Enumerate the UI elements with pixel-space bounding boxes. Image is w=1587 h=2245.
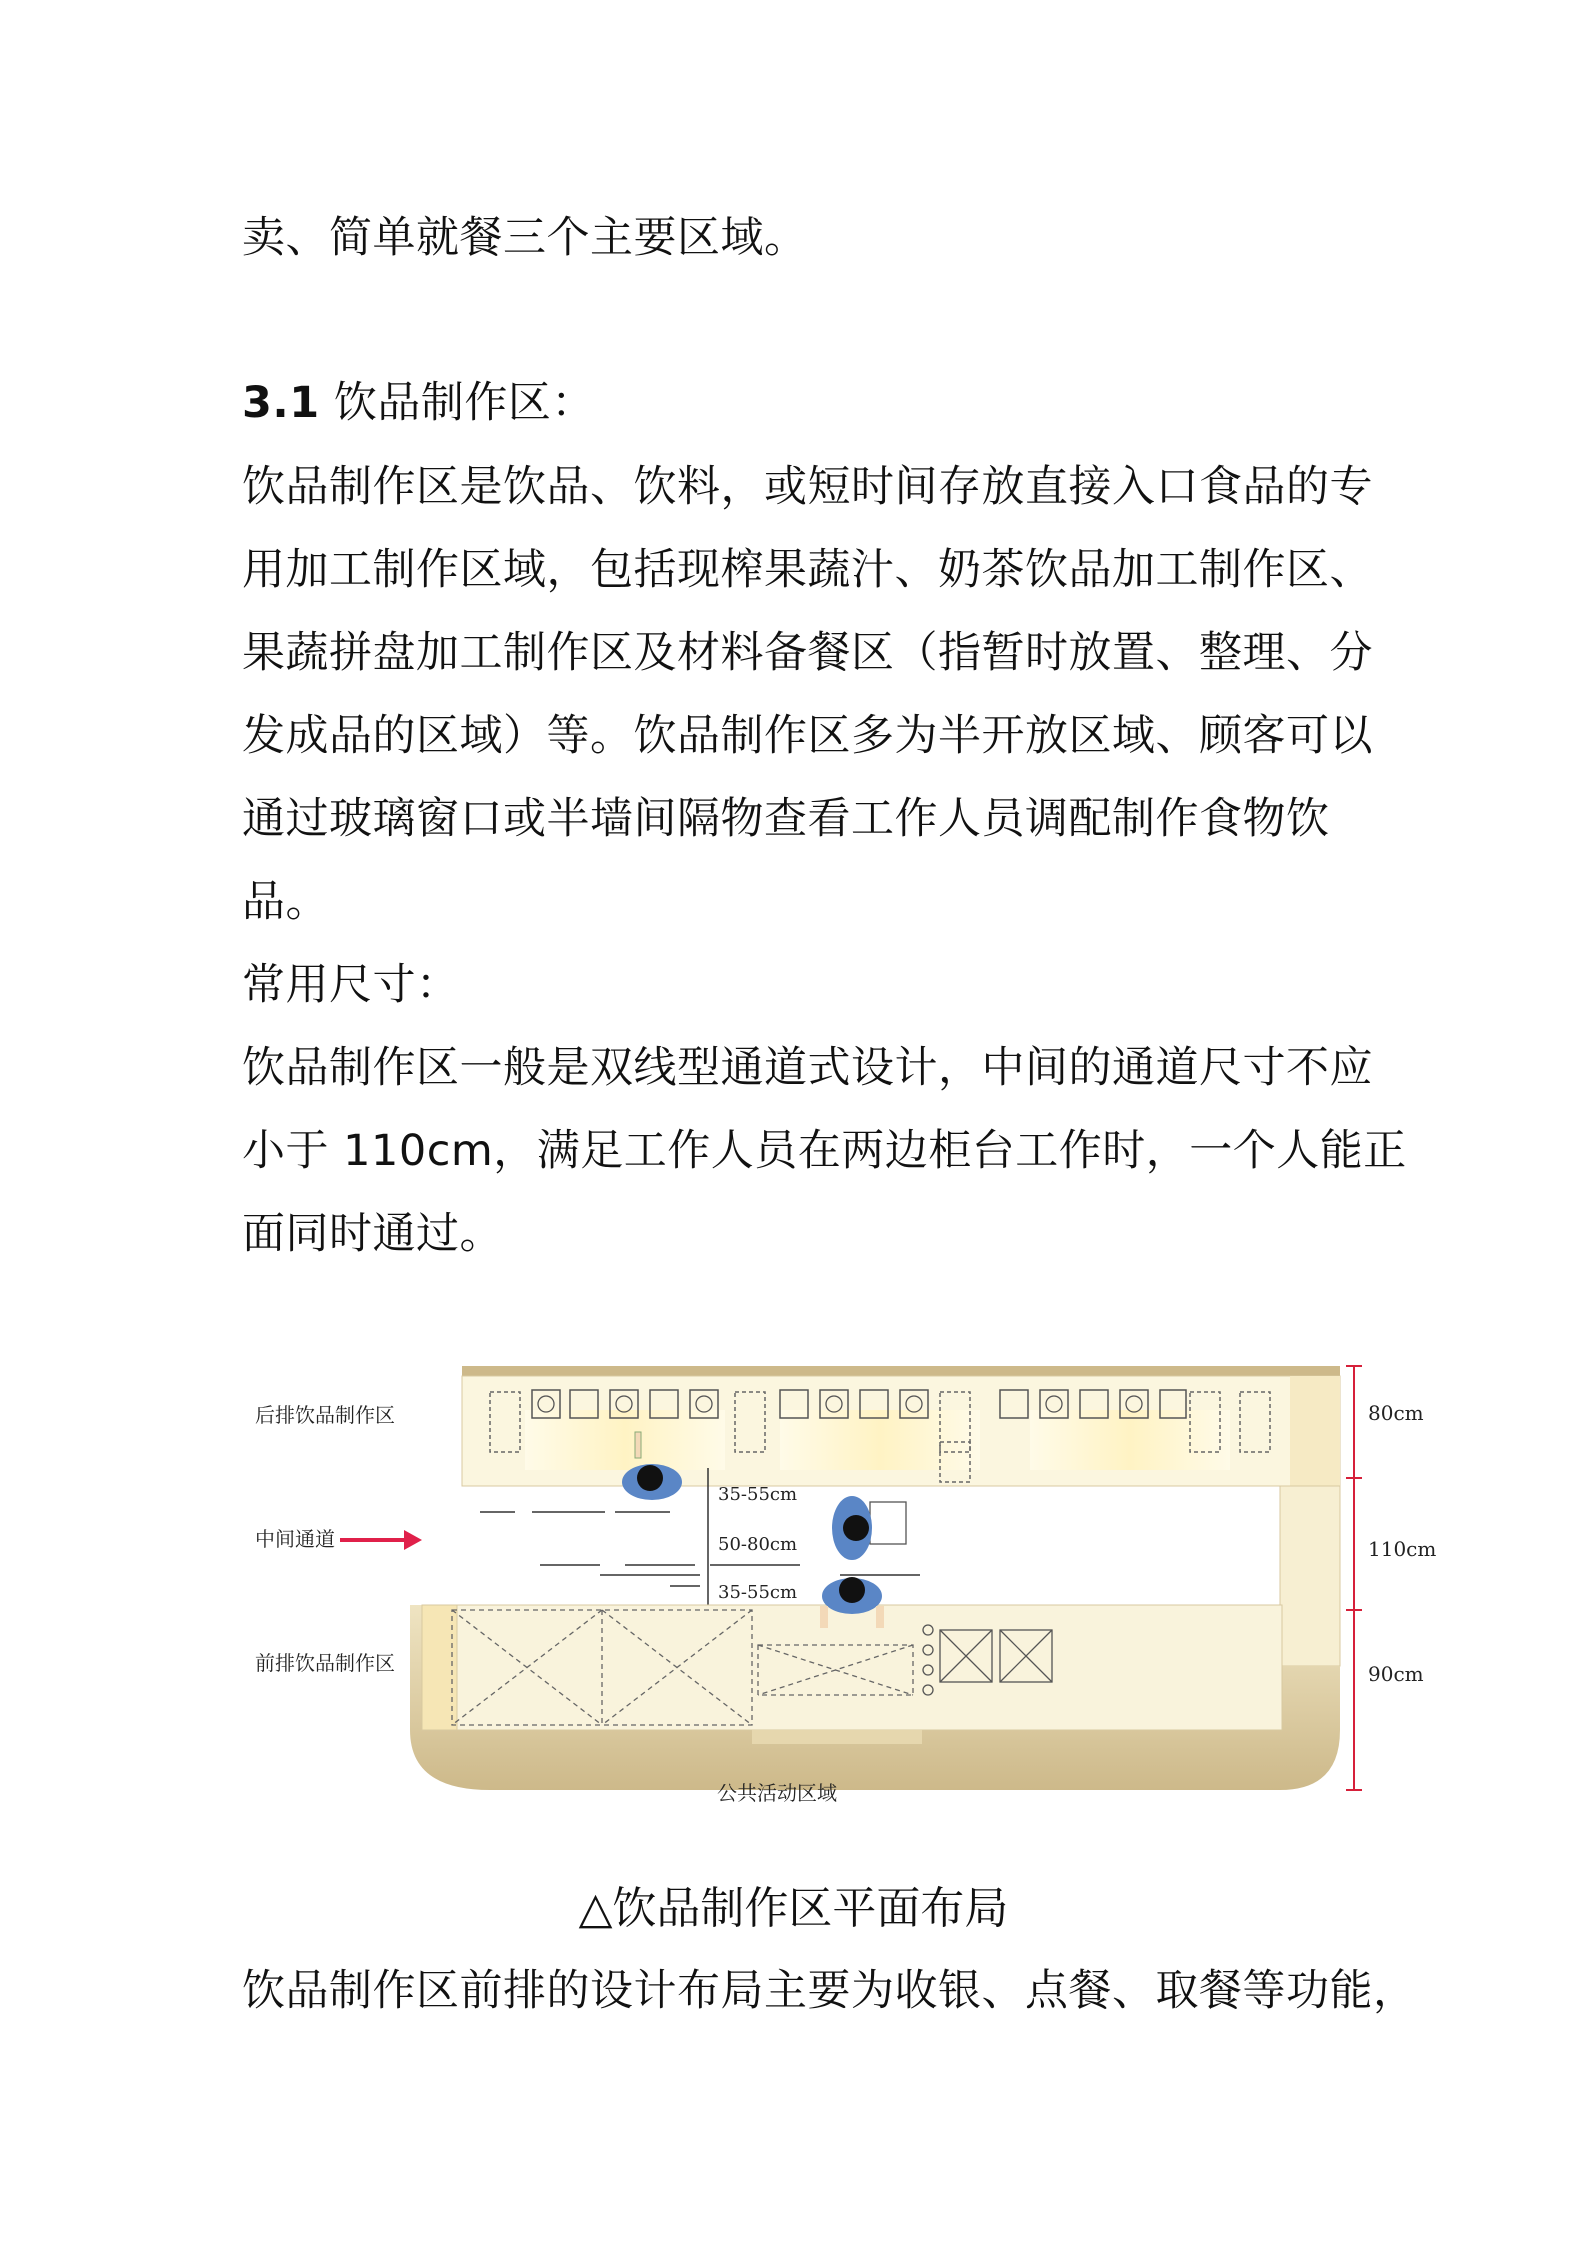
label-front-zone: 前排饮品制作区 [255,1651,395,1675]
section-title: 饮品制作区： [319,378,595,428]
gap-label-top: 35-55cm [718,1484,798,1505]
paragraph-line: 小于 110cm，满足工作人员在两边柜台工作时，一个人能正 [242,1126,1407,1176]
section-heading [242,378,595,428]
back-counter [462,1366,1340,1486]
paragraph-line: 面同时通过。 [242,1209,503,1259]
label-middle-aisle: 中间通道 [255,1527,335,1551]
dim-label-back: 80cm [1368,1401,1424,1425]
paragraph-line: 发成品的区域）等。饮品制作区多为半开放区域、顾客可以 [242,711,1373,761]
paragraph-line: 品。 [242,877,329,927]
front-counter [410,1605,1340,1790]
floor-plan-figure [240,1350,1440,1820]
paragraph-line: 用加工制作区域，包括现榨果蔬汁、奶茶饮品加工制作区、 [242,545,1373,595]
arrow-icon [340,1530,422,1550]
gap-label-middle: 50-80cm [718,1534,798,1555]
label-back-zone: 后排饮品制作区 [255,1403,395,1427]
floor-plan-drawing [240,1350,1440,1820]
gap-label-bottom: 35-55cm [718,1582,798,1603]
worker-figure [832,1496,872,1560]
mixer-appliance [870,1502,906,1544]
dim-label-front: 90cm [1368,1662,1424,1686]
figure-caption: △饮品制作区平面布局 [578,1883,1009,1934]
dim-label-middle: 110cm [1368,1537,1437,1561]
paragraph-line: 果蔬拼盘加工制作区及材料备餐区（指暂时放置、整理、分 [242,628,1373,678]
paragraph-line: 饮品制作区是饮品、饮料，或短时间存放直接入口食品的专 [242,462,1373,512]
paragraph-line: 通过玻璃窗口或半墙间隔物查看工作人员调配制作食物饮 [242,794,1330,844]
side-counter [1280,1486,1340,1666]
dimension-line [1346,1366,1362,1790]
paragraph-line: 饮品制作区一般是双线型通道式设计，中间的通道尺寸不应 [242,1043,1373,1093]
label-public-area: 公共活动区域 [717,1781,837,1805]
sub-heading: 常用尺寸： [242,960,460,1010]
section-number: 3.1 [242,378,320,428]
paragraph-line: 饮品制作区前排的设计布局主要为收银、点餐、取餐等功能， [242,1966,1417,2016]
paragraph-line: 卖、简单就餐三个主要区域。 [242,213,808,263]
